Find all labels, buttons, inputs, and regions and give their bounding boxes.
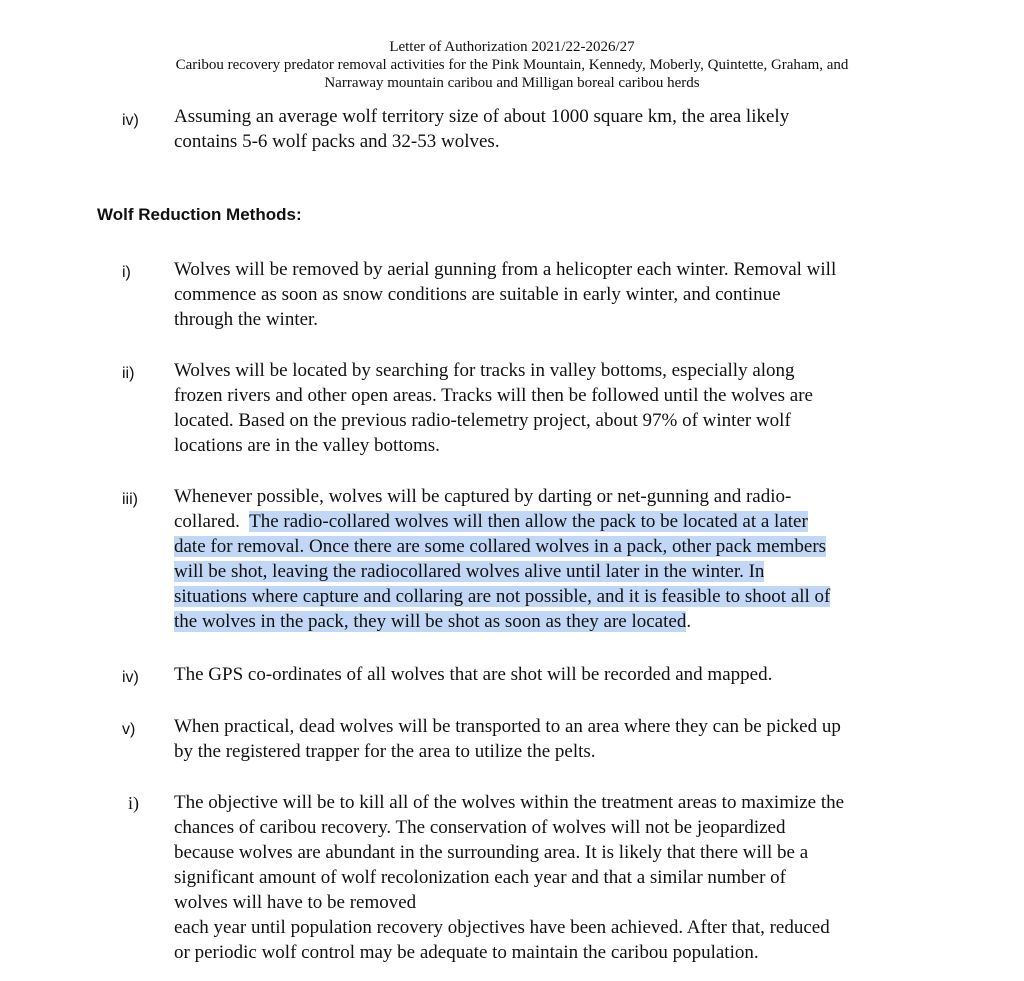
text-line: contains 5-6 wolf packs and 32-53 wolves. — [174, 131, 500, 152]
plain-text: collared. — [174, 511, 250, 532]
section-heading: Wolf Reduction Methods: — [97, 205, 302, 224]
highlighted-text[interactable]: the wolves in the pack, they will be shot as soon as they are located — [174, 611, 687, 632]
list-item-text — [174, 790, 944, 965]
text-line: each year until population recovery objectives have been achieved. After that, reduced — [174, 917, 830, 938]
list-item-text — [174, 257, 944, 332]
list-item-text — [174, 662, 944, 687]
text-line: The objective will be to kill all of the wolves within the treatment areas to maximize the — [174, 792, 845, 813]
text-line: chances of caribou recovery. The conservation of wolves will not be jeopardized — [174, 817, 786, 838]
text-line: by the registered trapper for the area to utilize the pelts. — [174, 741, 596, 762]
list-item-number: v) — [122, 721, 136, 738]
highlighted-text[interactable]: The radio-collared wolves will then allow the pack to be located at a later — [249, 511, 808, 532]
text-line — [174, 509, 944, 534]
text-line: or periodic wolf control may be adequate to maintain the caribou population. — [174, 942, 759, 963]
text-line: commence as soon as snow conditions are suitable in early winter, and continue — [174, 284, 781, 305]
list-item-number: iv) — [122, 112, 139, 129]
header-subtitle-line1: Caribou recovery predator removal activities for the Pink Mountain, Kennedy, Moberly, Quintette, Graham, and — [175, 57, 849, 73]
list-item-text — [174, 104, 944, 154]
text-line: significant amount of wolf recolonization each year and that a similar number of — [174, 867, 787, 888]
list-item-number: ii) — [122, 365, 135, 382]
list-item-number: iv) — [122, 669, 139, 686]
text-line — [174, 584, 944, 609]
text-line: Whenever possible, wolves will be captured by darting or net-gunning and radio- — [174, 486, 792, 507]
list-item-number: i) — [122, 264, 131, 281]
text-line — [174, 559, 944, 584]
text-line — [174, 609, 944, 634]
list-item-text — [174, 714, 944, 764]
text-line: frozen rivers and other open areas. Tracks will then be followed until the wolves are — [174, 385, 813, 406]
text-line: because wolves are abundant in the surrounding area. It is likely that there will be a — [174, 842, 809, 863]
text-line: located. Based on the previous radio-telemetry project, about 97% of winter wolf — [174, 410, 791, 431]
header-title: Letter of Authorization 2021/22-2026/27 — [389, 39, 635, 55]
text-line: Wolves will be located by searching for tracks in valley bottoms, especially along — [174, 360, 795, 381]
plain-text: . — [686, 611, 692, 632]
list-item-number: i) — [128, 793, 139, 813]
text-line: through the winter. — [174, 309, 319, 330]
text-line: locations are in the valley bottoms. — [174, 435, 440, 456]
text-line: Wolves will be removed by aerial gunning from a helicopter each winter. Removal will — [174, 259, 837, 280]
document-header — [0, 38, 1024, 92]
list-item-text — [174, 484, 944, 634]
text-line: When practical, dead wolves will be transported to an area where they can be picked up — [174, 716, 841, 737]
text-line: The GPS co-ordinates of all wolves that are shot will be recorded and mapped. — [174, 664, 773, 685]
list-item-number: iii) — [122, 491, 138, 508]
text-line — [174, 534, 944, 559]
list-item-text — [174, 358, 944, 458]
highlighted-text[interactable]: situations where capture and collaring are not possible, and it is feasible to shoot all of — [174, 586, 831, 607]
text-line: wolves will have to be removed — [174, 892, 417, 913]
highlighted-text[interactable]: date for removal. Once there are some collared wolves in a pack, other pack members — [174, 536, 827, 557]
text-line: Assuming an average wolf territory size of about 1000 square km, the area likely — [174, 106, 790, 127]
highlighted-text[interactable]: will be shot, leaving the radiocollared wolves alive until later in the winter. In — [174, 561, 765, 582]
header-subtitle-line2: Narraway mountain caribou and Milligan boreal caribou herds — [324, 75, 700, 91]
